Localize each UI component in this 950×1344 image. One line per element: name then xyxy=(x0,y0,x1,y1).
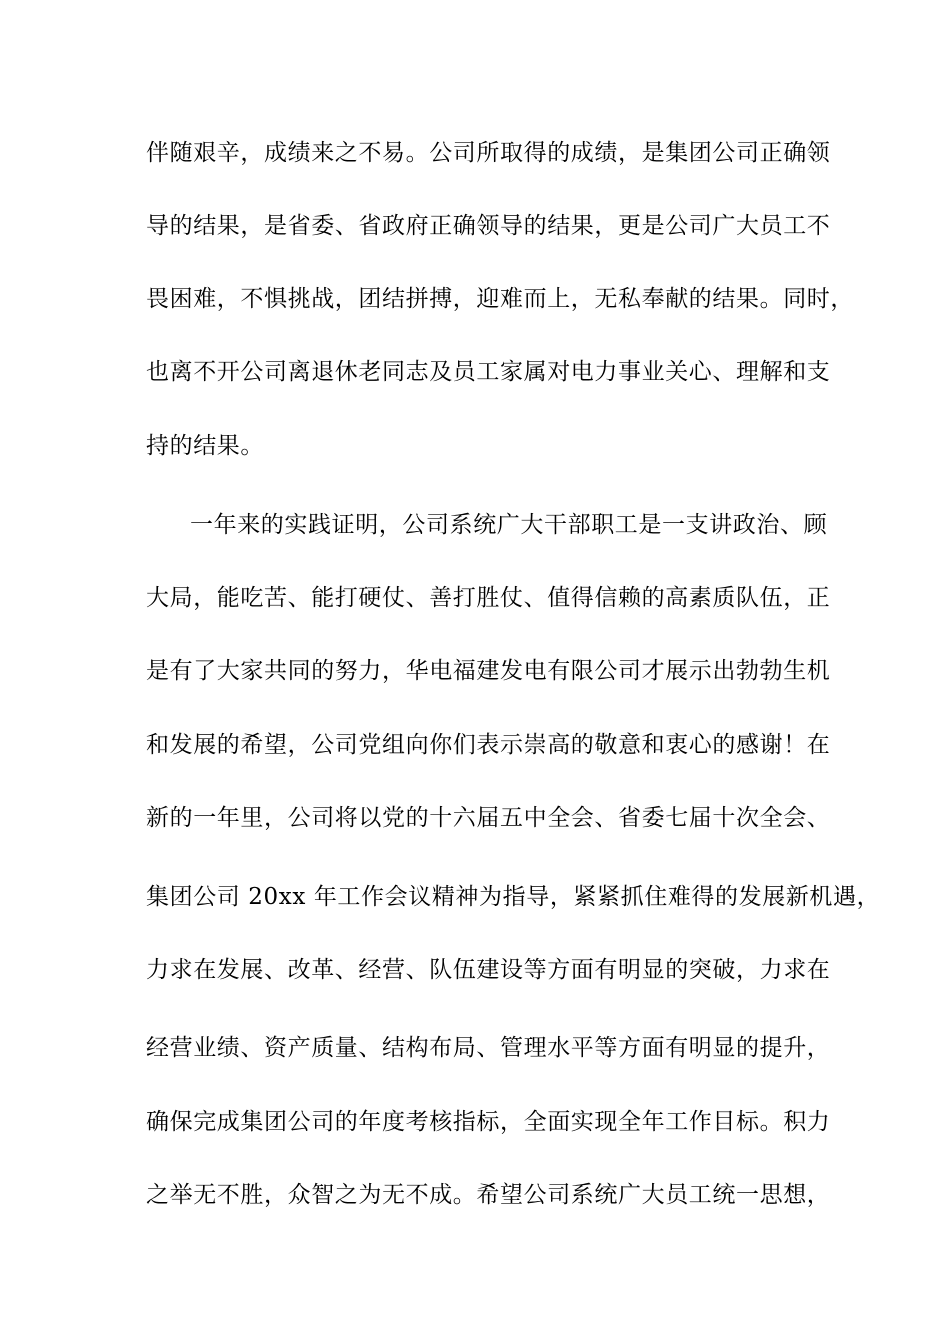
text-line: 畏困难，不惧挑战，团结拼搏，迎难而上，无私奉献的结果。同时， xyxy=(146,286,854,312)
text-line: 持的结果。 xyxy=(146,433,264,459)
text-line: 力求在发展、改革、经营、队伍建设等方面有明显的突破，力求在 xyxy=(146,957,831,983)
paragraph-first-line: 一年来的实践证明，公司系统广大干部职工是一支讲政治、顾 xyxy=(190,512,828,538)
text-line: 伴随艰辛，成绩来之不易。公司所取得的成绩，是集团公司正确领 xyxy=(146,140,831,166)
text-line: 大局，能吃苦、能打硬仗、善打胜仗、值得信赖的高素质队伍，正 xyxy=(146,585,831,611)
text-line: 导的结果，是省委、省政府正确领导的结果，更是公司广大员工不 xyxy=(146,213,831,239)
text-line: 之举无不胜，众智之为无不成。希望公司系统广大员工统一思想， xyxy=(146,1182,831,1208)
text-line: 也离不开公司离退休老同志及员工家属对电力事业关心、理解和支 xyxy=(146,359,831,385)
text-line: 经营业绩、资产质量、结构布局、管理水平等方面有明显的提升， xyxy=(146,1035,831,1061)
text-line: 新的一年里，公司将以党的十六届五中全会、省委七届十次全会、 xyxy=(146,805,831,831)
text-line: 集团公司 20xx 年工作会议精神为指导，紧紧抓住难得的发展新机遇， xyxy=(146,884,881,910)
text-line: 是有了大家共同的努力，华电福建发电有限公司才展示出勃勃生机 xyxy=(146,658,831,684)
text-line: 和发展的希望，公司党组向你们表示崇高的敬意和衷心的感谢！在 xyxy=(146,732,831,758)
text-line: 确保完成集团公司的年度考核指标，全面实现全年工作目标。积力 xyxy=(146,1109,831,1135)
